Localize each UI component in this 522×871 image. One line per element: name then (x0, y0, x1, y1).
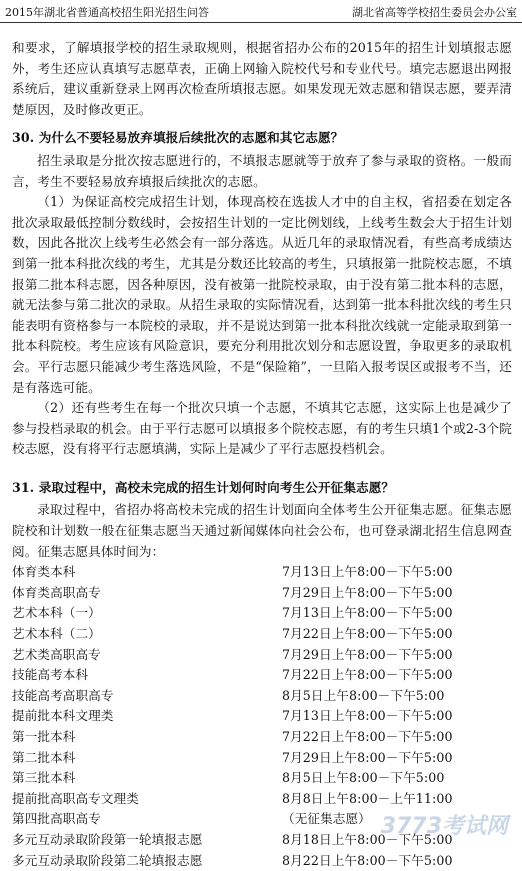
intro-paragraph: 和要求，了解填报学校的招生录取规则，根据省招办公布的2015年的招生计划填报志愿外，考生还应认真填写志愿草表，正确上网输入院校代号和专业代号。填完志愿退出网报系统后，建议重新登录上网再次检查所填报志愿。如果发现无效志愿和错误志愿，要弄清楚原因，及时修改更正。 (12, 40, 512, 117)
schedule-row (12, 706, 512, 727)
schedule-time: 7月13日上午8:00－下午5:00 (282, 605, 453, 621)
question-30-paragraph-2: （1）为保证高校完成招生计划，体现高校在选拔人才中的自主权，省招委在划定各批次录取最低控制分数线时，会按招生计划的一定比例划线，上线考生数会大于招生计划数，因此各批次上线考生必然会有一部分落选。从近几年的录取情况看，有些高考成绩达到第一批本科批次线的考生，尤其是分数还比较高的考生，只填报第一批院校志愿，不填报第二批本科志愿，因各种原因，没有被第一批院校录取，由于没有第二批本科的志愿，就无法参与第二批次的录取。从招生录取的实际情况看，达到第一批本科批次线的考生只能表明有资格参与一本院校的录取，并不是说达到第一批本科批次线就一定能录取到第一批本科院校。考生应该有风险意识，要充分利用批次划分和志愿设置，争取更多的录取机会。平行志愿只能减少考生落选风险，不是“保险箱”，一旦陷入报考误区或报考不当，还是有落选可能。 (12, 194, 512, 395)
schedule-time: 8月8日上午8:00－上午11:00 (282, 790, 453, 806)
schedule-category: 提前批本科文理类 (12, 708, 114, 724)
schedule-row (12, 583, 512, 604)
schedule-time: 7月13日上午8:00－下午5:00 (282, 708, 453, 724)
schedule-row (12, 851, 512, 871)
page-header (0, 0, 522, 23)
schedule-category: 第一批本科 (12, 729, 76, 744)
schedule-time: 7月13日上午8:00－下午5:00 (282, 564, 453, 580)
schedule-category: 技能高考高职高专 (12, 687, 114, 703)
schedule-row (12, 727, 512, 748)
schedule-row (12, 603, 512, 624)
schedule-category: 多元互动录取阶段第二轮填报志愿 (12, 852, 203, 868)
schedule-time: 8月5日上午8:00－下午5:00 (282, 687, 445, 703)
watermark-logo: 3773考试网 (380, 814, 508, 839)
document-body (12, 38, 512, 871)
header-title: 2015年湖北省普通高校招生阳光招生问答 (5, 6, 209, 19)
schedule-category: 艺术类高职高专 (12, 646, 101, 662)
schedule-category: 第二批本科 (12, 749, 76, 765)
schedule-category: 艺术本科（一） (12, 605, 101, 621)
schedule-category: 体育类高职高专 (12, 584, 101, 600)
schedule-time: 7月22日上午8:00－下午5:00 (282, 729, 453, 744)
schedule-category: 艺术本科（二） (12, 626, 101, 642)
schedule-time: 7月29日上午8:00－下午5:00 (282, 749, 453, 765)
schedule-category: 提前批高职高专文理类 (12, 790, 139, 806)
schedule-row (12, 789, 512, 810)
schedule-row (12, 768, 512, 789)
schedule-time: （无征集志愿） (282, 811, 371, 827)
schedule-category: 第四批高职高专 (12, 811, 101, 827)
schedule-row (12, 645, 512, 666)
schedule-category: 技能高考本科 (12, 667, 89, 683)
schedule-row (12, 748, 512, 769)
question-31-title: 31. 录取过程中，高校未完成的招生计划何时向考生公开征集志愿？ (12, 479, 395, 495)
question-31-paragraph-1: 录取过程中，省招办将高校未完成的招生计划面向全体考生公开征集志愿。征集志愿院校和计划数一般在征集志愿当天通过新闻媒体向社会公布，也可登录湖北招生信息网查阅。征集志愿具体时间为： (12, 502, 512, 559)
schedule-time: 8月5日上午8:00－下午5:00 (282, 770, 445, 786)
schedule-category: 多元互动录取阶段第一轮填报志愿 (12, 831, 203, 847)
question-30-paragraph-1: 招生录取是分批次按志愿进行的，不填报志愿就等于放弃了参与录取的资格。一般而言，考生不要轻易放弃填报后续批次的志愿。 (12, 152, 512, 189)
schedule-time: 7月22日上午8:00－下午5:00 (282, 667, 453, 683)
schedule-time: 7月29日上午8:00－下午5:00 (282, 646, 453, 662)
schedule-row (12, 686, 512, 707)
schedule-time: 8月22日上午8:00－下午5:00 (282, 852, 453, 868)
question-30-paragraph-3: （2）还有些考生在每一个批次只填一个志愿，不填其它志愿，这实际上也是减少了参与投档录取的机会。由于平行志愿可以填报多个院校志愿，有的考生只填1个或2-3个院校志愿，没有将平行志愿填满，实际上是减少了平行志愿投档机会。 (12, 400, 512, 457)
question-30-title: 30. 为什么不要轻易放弃填报后续批次的志愿和其它志愿？ (12, 130, 344, 146)
schedule-category: 第三批本科 (12, 770, 76, 786)
schedule-time: 8月18日上午8:00－下午5:00 (282, 831, 453, 847)
schedule-row (12, 624, 512, 645)
schedule-row (12, 562, 512, 583)
schedule-time: 7月29日上午8:00－下午5:00 (282, 584, 453, 600)
schedule-category: 体育类本科 (12, 564, 76, 580)
header-publisher: 湖北省高等学校招生委员会办公室 (352, 6, 517, 19)
schedule-row (12, 665, 512, 686)
schedule-time: 7月22日上午8:00－下午5:00 (282, 626, 453, 642)
